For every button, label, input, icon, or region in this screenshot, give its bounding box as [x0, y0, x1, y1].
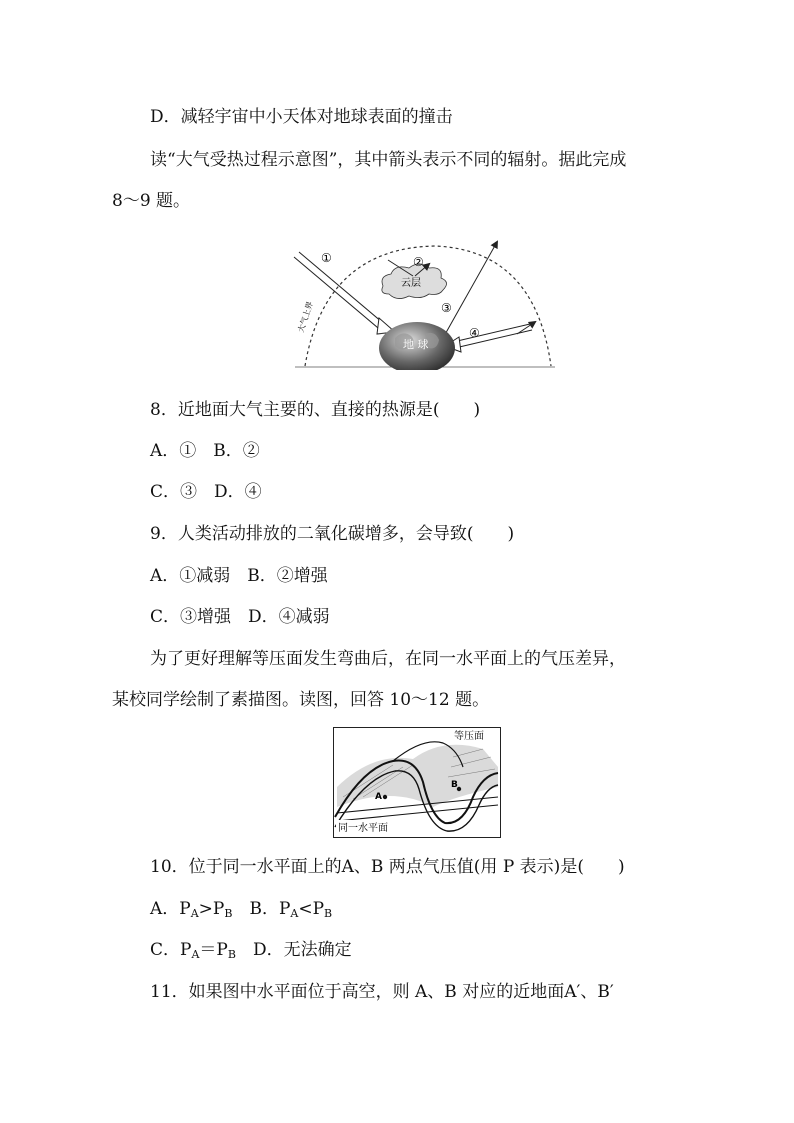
- q10-b-sub-b: B: [324, 907, 333, 920]
- q8-options-ab: A．① B．②: [150, 441, 260, 461]
- solar-radiation-arrow: [294, 252, 395, 334]
- q10-c-sub-b: B: [227, 948, 236, 961]
- q10-a-sub-b: B: [224, 907, 233, 920]
- q8-options-cd: C．③ D．④: [150, 482, 262, 502]
- intro-10-12-line2: 某校同学绘制了素描图。读图，回答 10～12 题。: [112, 690, 490, 710]
- q10-c-eq: ＝P: [199, 940, 228, 960]
- label-3: ③: [441, 301, 452, 315]
- point-a-dot: [383, 795, 387, 799]
- intro-8-9-line1: 读“大气受热过程示意图”，其中箭头表示不同的辐射。据此完成: [150, 150, 627, 170]
- q10-options-ab: [150, 898, 332, 925]
- q10-stem: 10．位于同一水平面上的A、B 两点气压值(用 P 表示)是( ): [150, 857, 625, 877]
- label-1: ①: [321, 251, 332, 265]
- q9-options-cd: C．③增强 D．④减弱: [150, 607, 330, 627]
- plane-label: 同一水平面: [338, 823, 388, 834]
- label-4: ④: [469, 326, 480, 340]
- isobar-label: 等压面: [454, 731, 484, 742]
- q9-options-ab: A．①减弱 B．②增强: [150, 566, 328, 586]
- q10-a-sub-a: A: [190, 907, 199, 920]
- cloud-label: 云层: [401, 278, 421, 289]
- q11-stem: 11．如果图中水平面位于高空，则 A、B 对应的近地面A′、B′: [150, 982, 614, 1002]
- intro-10-12-line1: 为了更好理解等压面发生弯曲后，在同一水平面上的气压差异，: [150, 649, 626, 669]
- q8-stem: 8．近地面大气主要的、直接的热源是( ): [150, 400, 481, 420]
- q10-d: D．无法确定: [235, 940, 352, 960]
- q10-options-cd: [150, 939, 352, 966]
- atmosphere-heating-diagram: [285, 238, 555, 370]
- q10-b-prefix: B．P: [232, 899, 291, 919]
- intro-8-9-line2: 8～9 题。: [112, 191, 191, 211]
- q10-a-gt: >P: [198, 899, 225, 919]
- counter-radiation-arrow: [445, 322, 535, 352]
- q9-stem: 9．人类活动排放的二氧化碳增多，会导致( ): [150, 524, 515, 544]
- point-a-label: A: [375, 792, 382, 802]
- label-2: ②: [413, 255, 424, 269]
- earth-label: 地 球: [403, 338, 429, 351]
- q10-b-sub-a: A: [290, 907, 299, 920]
- q10-a-prefix: A．P: [150, 899, 191, 919]
- point-b-label: B: [451, 780, 458, 790]
- atmosphere-label: 大气上界: [296, 300, 315, 334]
- isobaric-surface-sketch: [333, 727, 501, 838]
- q7-option-d: D．减轻宇宙中小天体对地球表面的撞击: [150, 107, 453, 127]
- q10-c-sub-a: A: [191, 948, 200, 961]
- q10-b-lt: <P: [298, 899, 325, 919]
- q10-c-prefix: C．P: [150, 940, 192, 960]
